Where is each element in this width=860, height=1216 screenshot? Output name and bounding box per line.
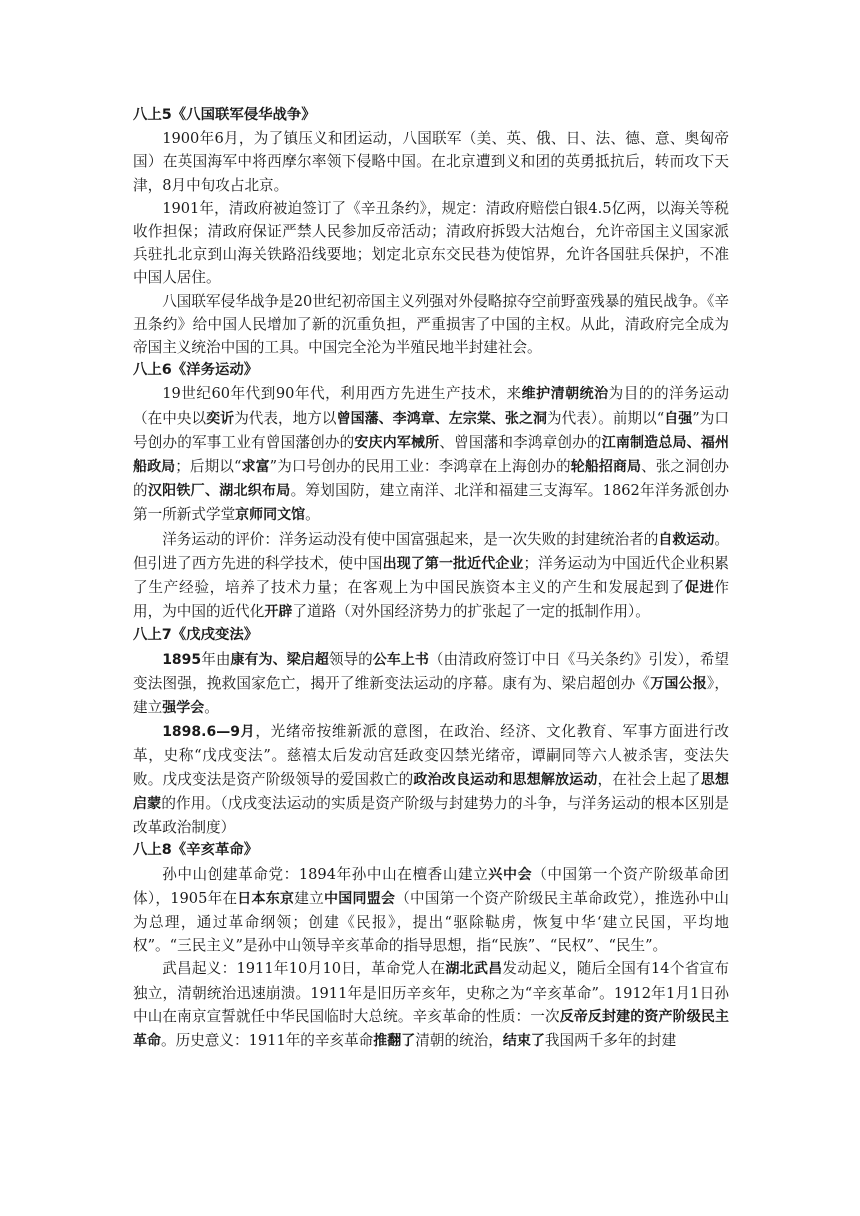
emphasis-text: 轮船招商局 bbox=[570, 459, 642, 476]
emphasis-text: 京师同文馆 bbox=[235, 507, 306, 524]
text-run: 。历史意义：1911年的辛亥革命 bbox=[161, 1031, 374, 1049]
emphasis-text: 出现了第一批近代企业 bbox=[382, 555, 524, 572]
emphasis-text: 安庆内军械所 bbox=[354, 434, 440, 451]
emphasis-text: 1898.6—9月 bbox=[162, 724, 256, 741]
emphasis-text: 求富 bbox=[241, 459, 270, 476]
emphasis-text: 汉阳铁厂、湖北织布局 bbox=[147, 483, 291, 500]
emphasis-text: 中国同盟会 bbox=[323, 890, 396, 907]
emphasis-text: 反帝反封建的资产阶级民主革命 bbox=[133, 1008, 729, 1049]
text-run: 领导的 bbox=[328, 650, 373, 668]
section-paragraph bbox=[133, 648, 729, 721]
emphasis-text: 促进 bbox=[684, 580, 715, 597]
emphasis-text: 1895 bbox=[162, 651, 202, 668]
emphasis-text: 兴中会 bbox=[488, 866, 533, 883]
text-run: 。筹划国防，建立南洋、北洋和福建三支海军。1862年洋务派创办第一所新式学堂 bbox=[133, 482, 729, 524]
text-run: 、曾国藩和李鸿章创办的 bbox=[439, 433, 602, 451]
section-heading: 八上6《洋务运动》 bbox=[133, 362, 259, 379]
text-run: 的作用。（戊戌变法运动的实质是资产阶级与封建势力的斗争，与洋务运动的根本区别是改革政治制度） bbox=[133, 794, 729, 837]
emphasis-text: 万国公报 bbox=[650, 675, 707, 692]
text-run: 1900年6月，为了镇压义和团运动，八国联军（美、英、俄、日、法、德、意、奥匈帝国）在英国海军中将西摩尔率领下侵略中国。在北京遭到义和团的英勇抵抗后，转而攻下天津，8月中旬攻占北京。 bbox=[133, 130, 729, 194]
emphasis-text: 推翻了 bbox=[373, 1032, 416, 1049]
emphasis-text: 开辟 bbox=[264, 604, 293, 621]
text-run: 八国联军侵华战争是20世纪初帝国主义列强对外侵略掠夺空前野蛮残暴的殖民战争。《辛丑条约》给中国人民增加了新的沉重负担，严重损害了中国的主权。从此，清政府完全成为帝国主义统治中国的工具。中国完全沦为半殖民地半封建社会。 bbox=[133, 292, 729, 357]
text-run: ；洋务运动为中国近代企业积累了生产经验，培养了技术力量；在客观上为中国民族资本主义的产生和发展起到了 bbox=[133, 554, 729, 597]
text-run: ”为口号创办的军事工业有曾国藩创办的 bbox=[133, 409, 729, 451]
text-run: 19世纪60年代到90年代，利用西方先进生产技术，来 bbox=[162, 385, 522, 403]
emphasis-text: 思想启蒙 bbox=[133, 771, 729, 812]
text-run: 1901年，清政府被迫签订了《辛丑条约》，规定：清政府赔偿白银4.5亿两，以海关等税收作担保；清政府保证严禁人民参加反帝活动；清政府拆毁大沽炮台，允许帝国主义国家派兵驻扎北京到山海关铁路沿线要地；划定北京东交民巷为使馆界，允许各国驻兵保护，不准中国人居住。 bbox=[133, 199, 729, 287]
emphasis-text: 日本东京 bbox=[237, 890, 295, 907]
text-run: 洋务运动的评价：洋务运动没有使中国富强起来，是一次失败的封建统治者的 bbox=[162, 530, 659, 548]
section-paragraph bbox=[133, 127, 729, 197]
emphasis-text: 自救运动 bbox=[658, 531, 715, 548]
text-run: 》，建立 bbox=[133, 674, 729, 717]
text-run: （中国第一个资产阶级革命团体），1905年在 bbox=[133, 865, 729, 907]
emphasis-text: 江南制造总局、福州船政局 bbox=[133, 434, 729, 476]
section-paragraph bbox=[133, 382, 729, 527]
emphasis-text: 公车上书 bbox=[372, 651, 429, 668]
text-run: 。 bbox=[204, 699, 219, 717]
text-run: 我国两千多年的封建 bbox=[544, 1031, 677, 1049]
emphasis-text: 结束了 bbox=[502, 1032, 545, 1049]
emphasis-text: 维护清朝统治 bbox=[521, 386, 609, 403]
emphasis-text: 强学会 bbox=[162, 700, 205, 717]
text-run: 孙中山创建革命党：1894年孙中山在檀香山建立 bbox=[162, 865, 489, 883]
text-run: ”为口号创办的民用工业：李鸿章在上海创办的 bbox=[269, 458, 571, 476]
text-run: 武昌起义：1911年10月10日，革命党人在 bbox=[162, 960, 446, 978]
text-run: 建立 bbox=[294, 889, 324, 907]
text-run: ，在社会上起了 bbox=[597, 770, 701, 788]
text-run: 为代表，地方以 bbox=[234, 409, 337, 427]
text-run: 年由 bbox=[201, 650, 231, 668]
section-paragraph bbox=[133, 957, 729, 1053]
emphasis-text: 自强 bbox=[664, 410, 693, 427]
section-heading: 八上8《辛亥革命》 bbox=[133, 842, 259, 859]
emphasis-text: 奕䜣 bbox=[206, 410, 235, 427]
section-paragraph bbox=[133, 290, 729, 360]
section-paragraph bbox=[133, 528, 729, 625]
text-run: 。但引进了西方先进的科学技术，使中国 bbox=[133, 530, 729, 572]
text-run: （中国第一个资产阶级民主革命政党），推选孙中山为总理，通过革命纲领；创建《民报》，提出“驱除鞑虏，恢复中华‘建立民国，平均地权”。“三民主义”是孙中山领导辛亥革命的指导思想，指“民族”、“民权”、“民生”。 bbox=[133, 889, 730, 955]
section-heading: 八上5《八国联军侵华战争》 bbox=[133, 107, 316, 123]
text-run: ，光绪帝按维新派的意图，在政治、经济、文化教育、军事方面进行改革，史称“戊戌变法”。慈禧太后发动宫廷政变囚禁光绪帝，谭嗣同等六人被杀害，变法失败。戊戌变法是资产阶级领导的爱国救亡的 bbox=[133, 723, 729, 788]
emphasis-text: 政治改良运动和思想解放运动 bbox=[413, 771, 598, 788]
section-paragraph bbox=[133, 720, 729, 839]
text-run: 了道路（对外国经济势力的扩张起了一定的抵制作用）。 bbox=[292, 603, 650, 621]
text-run: 清朝的统治， bbox=[415, 1031, 503, 1049]
section-paragraph bbox=[133, 863, 729, 958]
section-paragraph bbox=[133, 197, 729, 290]
document-body bbox=[133, 104, 729, 1053]
text-run: ；后期以“ bbox=[175, 458, 242, 476]
text-run: 为代表）。前期以“ bbox=[547, 409, 665, 427]
text-run: 为目的的洋务运动（在中央以 bbox=[133, 385, 729, 427]
text-run: 发动起义，随后全国有14个省宣布独立，清朝统治迅速崩溃。1911年是旧历辛亥年，史称之为“辛亥革命”。1912年1月1日孙中山在南京宣誓就任中华民国临时大总统。辛亥革命的性质：一次 bbox=[133, 960, 730, 1025]
text-run: 。 bbox=[305, 506, 320, 524]
text-run: （由清政府签订中日《马关条约》引发），希望变法图强，挽救国家危亡，揭开了维新变法运动的序幕。康有为、梁启超创办《 bbox=[133, 650, 729, 692]
text-run: 、张之洞创办的 bbox=[133, 458, 730, 500]
emphasis-text: 曾国藩、李鸿章、左宗棠、张之洞 bbox=[336, 410, 548, 427]
section-heading: 八上7《戊戌变法》 bbox=[133, 627, 259, 644]
emphasis-text: 湖北武昌 bbox=[445, 961, 503, 978]
text-run: 作用，为中国的近代化 bbox=[133, 579, 729, 621]
emphasis-text: 康有为、梁启超 bbox=[230, 651, 329, 668]
